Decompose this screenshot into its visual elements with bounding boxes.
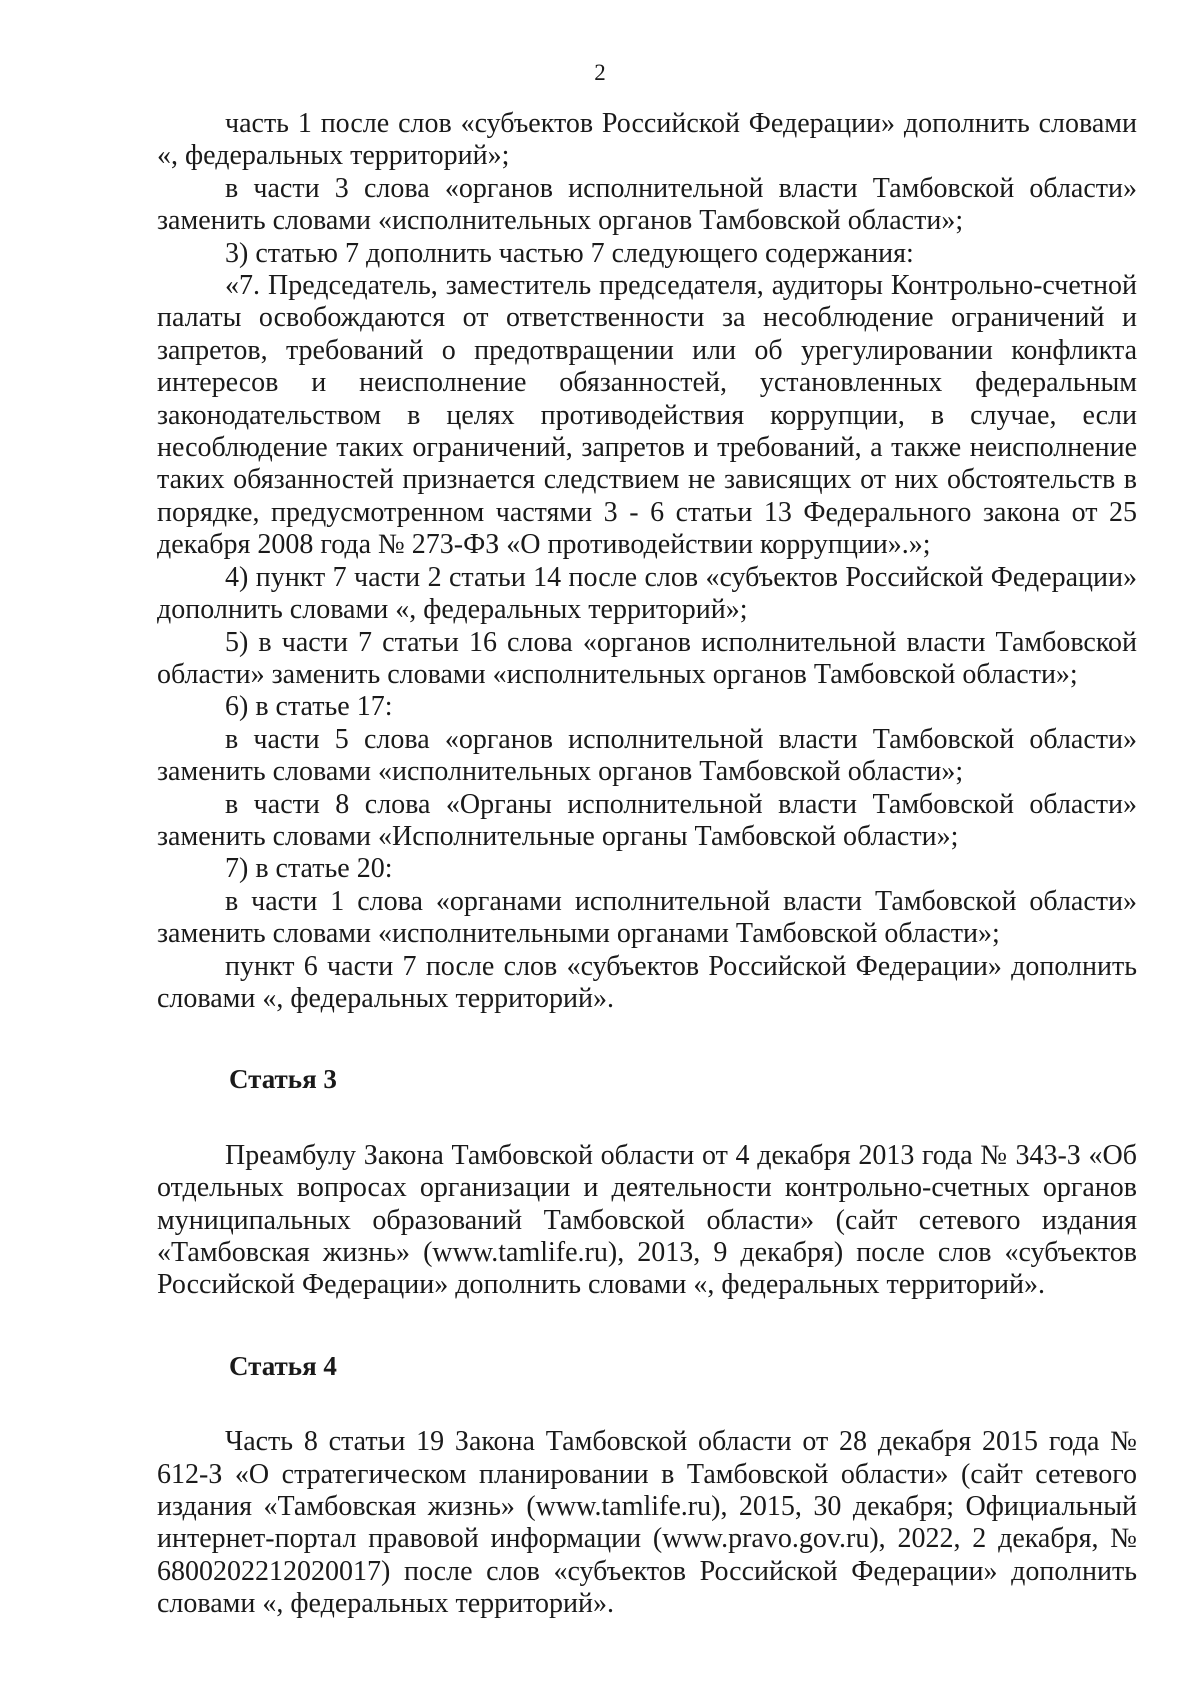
paragraph: 7) в статье 20: [225, 853, 393, 885]
article-4-heading: Статья 4 [229, 1350, 337, 1381]
article-4-text: Часть 8 статьи 19 Закона Тамбовской области от 28 декабря 2015 года № 612-З «О стратегическом планировании в Тамбовской области» (сайт сетевого издания «Тамбовская жизнь» (www.tamlife.ru), 2015, 30 декабря; Официальный интернет-портал правовой информации (www.pravo.gov.ru), 2022, 2 декабря, № 6800202212020017) после слов «субъектов Российской Федерации» дополнить словами «, федеральных территорий». [157, 1426, 1137, 1620]
paragraph: 3) статью 7 дополнить частью 7 следующего содержания: [225, 237, 914, 269]
article-3-heading: Статья 3 [229, 1064, 337, 1095]
article-3-text: Преамбулу Закона Тамбовской области от 4 декабря 2013 года № 343-З «Об отдельных вопросах организации и деятельности контрольно-счетных органов муниципальных образований Тамбовской области» (сайт сетевого издания «Тамбовская жизнь» (www.tamlife.ru), 2013, 9 декабря) после слов «субъектов Российской Федерации» дополнить словами «, федеральных территорий». [157, 1139, 1137, 1301]
document-body [157, 108, 1137, 1621]
paragraph: часть 1 после слов «субъектов Российской Федерации» дополнить словами «, федеральных территорий»; [157, 108, 1137, 172]
paragraph: в части 5 слова «органов исполнительной власти Тамбовской области» заменить словами «исполнительных органов Тамбовской области»; [157, 723, 1137, 788]
page-number: 2 [594, 60, 606, 85]
paragraph: «7. Председатель, заместитель председателя, аудиторы Контрольно-счетной палаты освобождаются от ответственности за несоблюдение ограничений и запретов, требований о предотвращении или об урегулировании конфликта интересов и неисполнение обязанностей, установленных федеральным законодательством в целях противодействия коррупции, в случае, если несоблюдение таких ограничений, запретов и требований, а также неисполнение таких обязанностей признается следствием не зависящих от них обстоятельств в порядке, предусмотренном частями 3 - 6 статьи 13 Федерального закона от 25 декабря 2008 года № 273-ФЗ «О противодействии коррупции».»; [157, 270, 1137, 561]
paragraph: 5) в части 7 статьи 16 слова «органов исполнительной власти Тамбовской области» заменить словами «исполнительных органов Тамбовской области»; [157, 626, 1137, 690]
paragraph: 4) пункт 7 части 2 статьи 14 после слов «субъектов Российской Федерации» дополнить словами «, федеральных территорий»; [157, 561, 1137, 626]
paragraph: в части 8 слова «Органы исполнительной власти Тамбовской области» заменить словами «Исполнительные органы Тамбовской области»; [157, 788, 1137, 852]
paragraph: в части 3 слова «органов исполнительной власти Тамбовской области» заменить словами «исполнительных органов Тамбовской области»; [157, 172, 1137, 237]
paragraph: 6) в статье 17: [225, 691, 393, 723]
paragraph: в части 1 слова «органами исполнительной власти Тамбовской области» заменить словами «исполнительными органами Тамбовской области»; [157, 885, 1137, 950]
paragraph: пункт 6 части 7 после слов «субъектов Российской Федерации» дополнить словами «, федеральных территорий». [157, 950, 1137, 1014]
